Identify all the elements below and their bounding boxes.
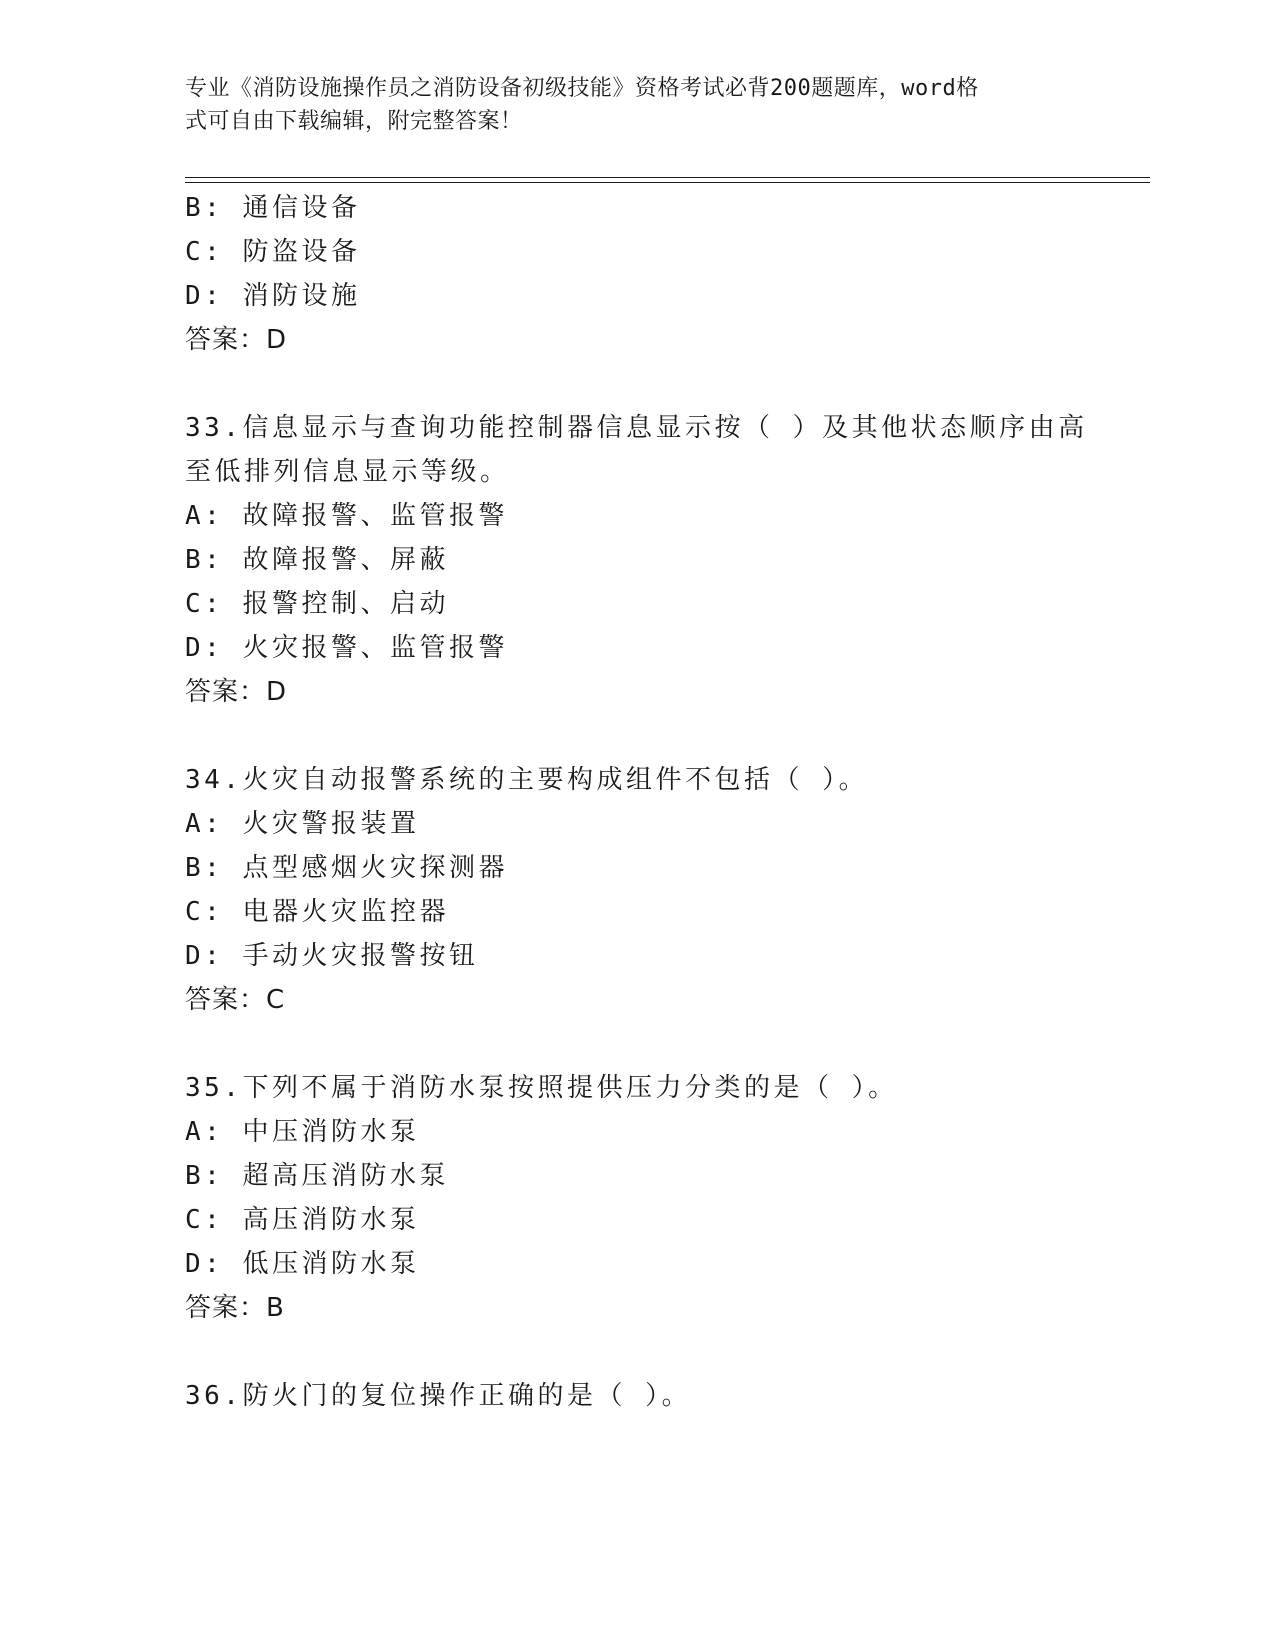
q34-option-d: D: 手动火灾报警按钮 <box>185 941 479 971</box>
header-divider-top <box>185 177 1150 178</box>
q36-stem-line-1: 36.防火门的复位操作正确的是（ ）。 <box>185 1381 692 1411</box>
q34-option-a: A: 火灾警报装置 <box>185 809 420 839</box>
q33-option-c: C: 报警控制、启动 <box>185 589 449 619</box>
document-header <box>185 72 1085 138</box>
q34-option-b: B: 点型感烟火灾探测器 <box>185 853 508 883</box>
q35-option-a: A: 中压消防水泵 <box>185 1117 420 1147</box>
q33-stem-line-1: 33.信息显示与查询功能控制器信息显示按（ ）及其他状态顺序由高 <box>185 413 1088 443</box>
q33-stem-line-2: 至低排列信息显示等级。 <box>185 457 510 487</box>
q32-option-d: D: 消防设施 <box>185 281 361 311</box>
q33-option-b: B: 故障报警、屏蔽 <box>185 545 449 575</box>
header-divider-bottom <box>185 182 1150 183</box>
q32-answer: 答案：D <box>185 325 288 355</box>
q32-option-c: C: 防盗设备 <box>185 237 361 267</box>
q33-option-a: A: 故障报警、监管报警 <box>185 501 508 531</box>
q33-option-d: D: 火灾报警、监管报警 <box>185 633 508 663</box>
q32-option-b: B: 通信设备 <box>185 193 361 223</box>
q35-option-c: C: 高压消防水泵 <box>185 1205 420 1235</box>
q35-answer: 答案：B <box>185 1293 285 1323</box>
q35-option-b: B: 超高压消防水泵 <box>185 1161 449 1191</box>
q34-option-c: C: 电器火灾监控器 <box>185 897 449 927</box>
header-line-1: 专业《消防设施操作员之消防设备初级技能》资格考试必背200题题库，word格 <box>185 76 979 101</box>
q33-answer: 答案：D <box>185 677 288 707</box>
q35-option-d: D: 低压消防水泵 <box>185 1249 420 1279</box>
q35-stem-line-1: 35.下列不属于消防水泵按照提供压力分类的是（ ）。 <box>185 1073 898 1103</box>
q34-answer: 答案：C <box>185 985 286 1015</box>
header-line-2: 式可自由下载编辑，附完整答案！ <box>185 109 523 134</box>
q34-stem-line-1: 34.火灾自动报警系统的主要构成组件不包括（ ）。 <box>185 765 869 795</box>
